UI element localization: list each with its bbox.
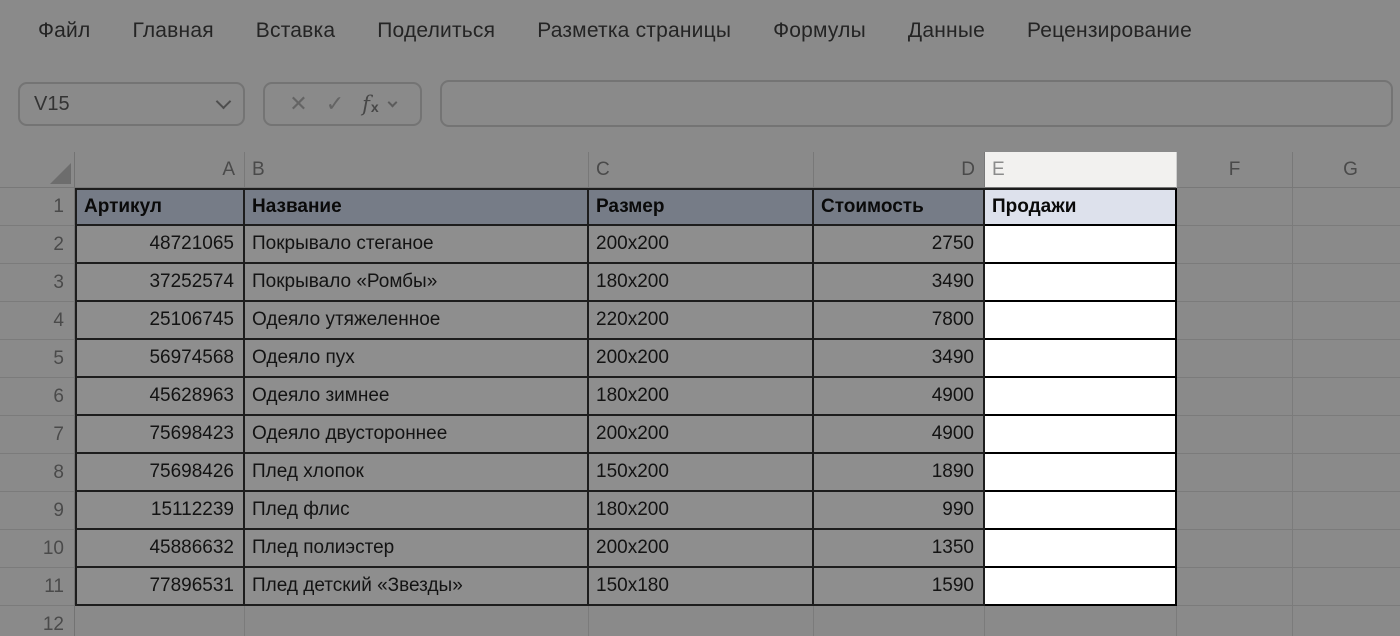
cell-C11[interactable]: 150x180 — [589, 568, 814, 606]
name-box[interactable] — [18, 82, 245, 126]
row-header-12[interactable]: 12 — [0, 606, 75, 636]
cell-B11[interactable]: Плед детский «Звезды» — [245, 568, 589, 606]
cell-A4[interactable]: 25106745 — [75, 302, 245, 340]
sheet-row-9 — [0, 492, 1400, 530]
sheet-row-1 — [0, 188, 1400, 226]
cell-F6[interactable] — [1177, 378, 1293, 416]
cell-G10[interactable] — [1293, 530, 1400, 568]
cell-G11[interactable] — [1293, 568, 1400, 606]
cell-B8[interactable]: Плед хлопок — [245, 454, 589, 492]
cell-C1[interactable]: Размер — [589, 188, 814, 226]
chevron-down-icon[interactable] — [216, 94, 232, 110]
cell-D1[interactable]: Стоимость — [814, 188, 985, 226]
sheet-row-10 — [0, 530, 1400, 568]
cell-B6[interactable]: Одеяло зимнее — [245, 378, 589, 416]
sheet-row-3 — [0, 264, 1400, 302]
cell-E9[interactable] — [985, 492, 1177, 530]
cell-D12[interactable] — [814, 606, 985, 636]
cell-G4[interactable] — [1293, 302, 1400, 340]
cell-A6[interactable]: 45628963 — [75, 378, 245, 416]
cell-D9[interactable]: 990 — [814, 492, 985, 530]
cell-F5[interactable] — [1177, 340, 1293, 378]
cell-C6[interactable]: 180x200 — [589, 378, 814, 416]
cell-F9[interactable] — [1177, 492, 1293, 530]
cell-C4[interactable]: 220x200 — [589, 302, 814, 340]
cell-B9[interactable]: Плед флис — [245, 492, 589, 530]
cell-A5[interactable]: 56974568 — [75, 340, 245, 378]
cell-G3[interactable] — [1293, 264, 1400, 302]
cell-D6[interactable]: 4900 — [814, 378, 985, 416]
sheet-row-11 — [0, 568, 1400, 606]
column-header-row — [0, 152, 1400, 188]
cell-G2[interactable] — [1293, 226, 1400, 264]
row-header-9[interactable]: 9 — [0, 492, 75, 530]
cell-A2[interactable]: 48721065 — [75, 226, 245, 264]
cell-B12[interactable] — [245, 606, 589, 636]
cell-G6[interactable] — [1293, 378, 1400, 416]
menu-item-insert[interactable]: Вставка — [255, 19, 336, 42]
row-header-7[interactable]: 7 — [0, 416, 75, 454]
select-all-triangle-icon — [50, 163, 71, 184]
cell-G8[interactable] — [1293, 454, 1400, 492]
column-header-E[interactable]: E — [985, 152, 1177, 188]
menu-item-home[interactable]: Главная — [132, 19, 214, 42]
sheet-row-2 — [0, 226, 1400, 264]
menu-item-page-layout[interactable]: Разметка страницы — [537, 19, 732, 42]
cell-B2[interactable]: Покрывало стеганое — [245, 226, 589, 264]
cell-E3[interactable] — [985, 264, 1177, 302]
cell-A1[interactable]: Артикул — [75, 188, 245, 226]
cell-A11[interactable]: 77896531 — [75, 568, 245, 606]
cell-D11[interactable]: 1590 — [814, 568, 985, 606]
cell-C8[interactable]: 150x200 — [589, 454, 814, 492]
cell-A12[interactable] — [75, 606, 245, 636]
cell-F4[interactable] — [1177, 302, 1293, 340]
row-header-3[interactable]: 3 — [0, 264, 75, 302]
cell-G9[interactable] — [1293, 492, 1400, 530]
cell-F10[interactable] — [1177, 530, 1293, 568]
column-header-A[interactable]: A — [75, 152, 245, 188]
cell-E11[interactable] — [985, 568, 1177, 606]
cell-A7[interactable]: 75698423 — [75, 416, 245, 454]
cell-B5[interactable]: Одеяло пух — [245, 340, 589, 378]
cell-G7[interactable] — [1293, 416, 1400, 454]
cell-E8[interactable] — [985, 454, 1177, 492]
cell-C10[interactable]: 200x200 — [589, 530, 814, 568]
confirm-icon[interactable]: ✓ — [325, 91, 345, 116]
cell-G5[interactable] — [1293, 340, 1400, 378]
cell-A8[interactable]: 75698426 — [75, 454, 245, 492]
row-header-10[interactable]: 10 — [0, 530, 75, 568]
cell-B3[interactable]: Покрывало «Ромбы» — [245, 264, 589, 302]
cell-E5[interactable] — [985, 340, 1177, 378]
sheet-grid — [0, 152, 1400, 636]
cell-B1[interactable]: Название — [245, 188, 589, 226]
menu-item-review[interactable]: Рецензирование — [1027, 19, 1192, 42]
cell-C9[interactable]: 180x200 — [589, 492, 814, 530]
cell-B4[interactable]: Одеяло утяжеленное — [245, 302, 589, 340]
sheet-row-4 — [0, 302, 1400, 340]
cell-A3[interactable]: 37252574 — [75, 264, 245, 302]
row-header-2[interactable]: 2 — [0, 226, 75, 264]
cell-F8[interactable] — [1177, 454, 1293, 492]
cell-G1[interactable] — [1293, 188, 1400, 226]
formula-bar-input[interactable] — [440, 80, 1393, 127]
cancel-icon[interactable]: ✕ — [289, 91, 308, 116]
cell-D10[interactable]: 1350 — [814, 530, 985, 568]
cell-F2[interactable] — [1177, 226, 1293, 264]
sheet-row-5 — [0, 340, 1400, 378]
cell-A10[interactable]: 45886632 — [75, 530, 245, 568]
cell-D7[interactable]: 4900 — [814, 416, 985, 454]
row-header-6[interactable]: 6 — [0, 378, 75, 416]
cell-D5[interactable]: 3490 — [814, 340, 985, 378]
cell-E6[interactable] — [985, 378, 1177, 416]
row-header-1[interactable]: 1 — [0, 188, 75, 226]
cell-E1[interactable]: Продажи — [985, 188, 1177, 226]
column-header-B[interactable]: B — [245, 152, 589, 188]
sheet-row-7 — [0, 416, 1400, 454]
cell-D3[interactable]: 3490 — [814, 264, 985, 302]
sheet-row-8 — [0, 454, 1400, 492]
cell-D4[interactable]: 7800 — [814, 302, 985, 340]
row-header-4[interactable]: 4 — [0, 302, 75, 340]
column-header-F[interactable]: F — [1177, 152, 1293, 188]
cell-C5[interactable]: 200x200 — [589, 340, 814, 378]
column-header-D[interactable]: D — [814, 152, 985, 188]
cell-G12[interactable] — [1293, 606, 1400, 636]
column-header-G[interactable]: G — [1293, 152, 1400, 188]
formula-controls — [263, 82, 422, 126]
chevron-down-icon[interactable] — [387, 98, 397, 108]
cell-E12[interactable] — [985, 606, 1177, 636]
cell-C12[interactable] — [589, 606, 814, 636]
sheet-row-6 — [0, 378, 1400, 416]
name-box-value: V15 — [34, 92, 70, 115]
fx-x-glyph: x — [370, 99, 379, 115]
cell-F7[interactable] — [1177, 416, 1293, 454]
cell-C3[interactable]: 180x200 — [589, 264, 814, 302]
cell-E7[interactable] — [985, 416, 1177, 454]
cell-E4[interactable] — [985, 302, 1177, 340]
row-header-5[interactable]: 5 — [0, 340, 75, 378]
cell-F3[interactable] — [1177, 264, 1293, 302]
cell-C7[interactable]: 200x200 — [589, 416, 814, 454]
menu-item-formulas[interactable]: Формулы — [773, 19, 866, 42]
fx-f-glyph: f — [362, 92, 370, 116]
menu-item-data[interactable]: Данные — [907, 19, 985, 42]
select-all-corner[interactable] — [0, 152, 75, 188]
menu-item-file[interactable]: Файл — [38, 19, 91, 42]
cell-D8[interactable]: 1890 — [814, 454, 985, 492]
cell-B10[interactable]: Плед полиэстер — [245, 530, 589, 568]
cell-A9[interactable]: 15112239 — [75, 492, 245, 530]
row-header-8[interactable]: 8 — [0, 454, 75, 492]
sheet-rows — [0, 188, 1400, 636]
sheet-row-12 — [0, 606, 1400, 636]
cell-B7[interactable]: Одеяло двустороннее — [245, 416, 589, 454]
cell-F11[interactable] — [1177, 568, 1293, 606]
cell-D2[interactable]: 2750 — [814, 226, 985, 264]
column-header-C[interactable]: C — [589, 152, 814, 188]
insert-function-icon[interactable] — [362, 92, 379, 116]
menu-bar — [0, 0, 1400, 62]
menu-item-share[interactable]: Поделиться — [377, 19, 496, 42]
cell-F1[interactable] — [1177, 188, 1293, 226]
cell-C2[interactable]: 200x200 — [589, 226, 814, 264]
row-header-11[interactable]: 11 — [0, 568, 75, 606]
cell-E2[interactable] — [985, 226, 1177, 264]
cell-E10[interactable] — [985, 530, 1177, 568]
cell-F12[interactable] — [1177, 606, 1293, 636]
